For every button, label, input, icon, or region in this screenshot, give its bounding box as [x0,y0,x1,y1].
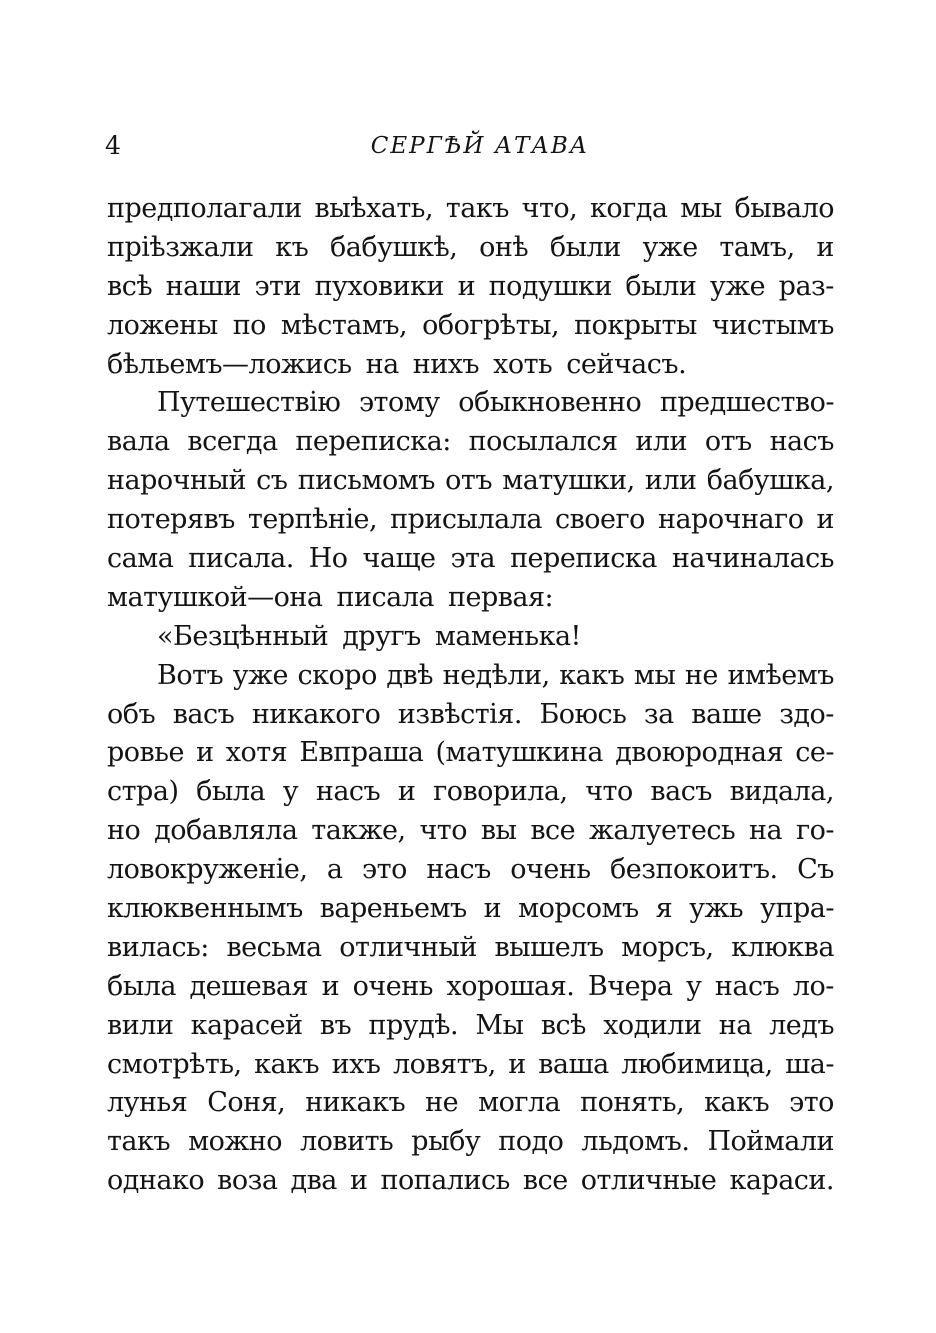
word: писала. [188,543,294,575]
word: была [196,776,266,808]
word: матушкой—она [107,581,323,613]
word: вили [107,1009,174,1041]
word: и [397,776,416,808]
text-line [107,851,834,890]
word: матушки, [502,465,635,497]
word: ло- [792,970,834,1002]
text-line [107,423,834,462]
word: покрыты [574,309,697,341]
word: подо [498,1126,564,1158]
word: стра) [107,776,179,808]
word: начиналась [671,543,834,575]
text-line [107,462,834,501]
word: (матушкина [435,737,604,769]
word: своего [554,504,645,536]
word: вышелъ [494,931,604,963]
word: какъ [254,1048,320,1080]
word: ваше [691,698,762,730]
word: съ [256,465,288,497]
word: се- [795,737,834,769]
word: Съ [797,854,834,886]
word: переписка [510,543,657,575]
word: упра- [760,893,834,925]
word: обыкновенно [458,387,642,419]
word: ходили [603,1009,702,1041]
word: недѣли, [442,659,550,691]
word: васъ [650,776,712,808]
word: извѣстія. [397,698,522,730]
word: два [290,1165,337,1197]
word: письмомъ [297,465,435,497]
word: имѣемъ [727,659,834,691]
word: «Безцѣнный [157,620,329,652]
word: и [196,737,214,769]
word: Боюсь [539,698,627,730]
word: на [749,815,783,847]
word: Путешествію [157,387,341,419]
word: вареньемъ [319,893,467,925]
text-line [107,1046,834,1085]
word: обогрѣты, [422,309,560,341]
word: у [685,970,702,1002]
word: ужь [689,893,744,925]
word: объ [107,698,156,730]
word: за [643,698,674,730]
word: пріѣзжали [107,231,254,263]
word: го- [795,815,834,847]
text-line [107,734,834,773]
word: и [816,504,834,536]
text-line [107,540,834,579]
word: вы [480,815,517,847]
word: караси. [729,1165,834,1197]
word: Вчера [587,970,673,1002]
word: двѣ [386,659,434,691]
word: была [107,970,176,1002]
word: насъ [315,776,381,808]
word: онѣ [479,231,529,263]
text-line [107,229,834,268]
word: что [585,776,633,808]
word: эти [254,270,301,302]
word: хорошая. [446,970,575,1002]
word: Но [308,543,348,575]
word: воза [217,1165,278,1197]
word: раз- [778,270,834,302]
word: нарочный [107,465,246,497]
word: васъ [172,698,235,730]
word: были [549,231,621,263]
word: здо- [779,698,834,730]
page-number: 4 [105,131,121,160]
word: лунья [107,1087,188,1119]
word: по [232,309,266,341]
word: предшество- [659,387,834,419]
word: вала [107,426,170,458]
word: все [522,1165,568,1197]
word: какъ [559,659,625,691]
text-line [107,812,834,851]
text-line [107,268,834,307]
word: бабушкѣ, [330,231,458,263]
word: и [508,1048,526,1080]
word: переписка: [295,426,451,458]
word: сама [107,543,174,575]
text-line [107,1084,834,1123]
text-line [107,1007,834,1046]
word: присылала [390,504,542,536]
text-line [107,890,834,929]
text-line [107,579,834,618]
word: клюквеннымъ [107,893,303,925]
word: ложены [107,309,218,341]
word: Мы [475,1009,524,1041]
page-header [105,128,835,168]
word: ледъ [769,1009,834,1041]
word: безпокоитъ. [610,854,778,886]
text-line [107,190,834,229]
word: сейчасъ. [566,348,687,380]
word: очень [352,970,433,1002]
word: смотрѣть, [107,1048,242,1080]
word: ровье [107,737,184,769]
word: весьма [226,931,322,963]
word: льдомъ. [581,1126,690,1158]
word: вилась: [107,931,209,963]
word: не [425,1087,459,1119]
text-line [107,773,834,812]
word: бѣльемъ—ложись [107,348,352,380]
word: Соня, [207,1087,286,1119]
word: ловить [300,1126,394,1158]
word: этому [358,387,440,419]
word: жалуетесь [588,815,736,847]
text-line [107,696,834,735]
word: или [635,426,688,458]
word: не [684,659,718,691]
word: какъ [704,1087,770,1119]
word: понять, [580,1087,685,1119]
word: и [816,231,834,263]
word: добавляла [154,815,298,847]
word: въ [319,1009,352,1041]
body-text [107,190,834,1201]
word: ловокруженіе, [107,854,308,886]
word: также, [311,815,406,847]
text-line [107,929,834,968]
text-line [107,618,834,657]
word: что, [521,193,578,224]
word: дешевая [189,970,309,1002]
word: видала, [729,776,834,808]
word: на [718,1009,752,1041]
word: чаще [362,543,436,575]
word: нихъ [412,348,480,380]
word: скоро [297,659,377,691]
word: уже [709,270,766,302]
text-line [107,346,834,385]
word: двоюродная [615,737,784,769]
text-line [107,384,834,423]
text-line [107,1123,834,1162]
word: морсомъ [518,893,639,925]
word: мѣстамъ, [280,309,408,341]
word: Поймали [707,1126,834,1158]
word: первая: [447,581,554,613]
word: бывало [734,193,834,224]
word: это [362,854,407,886]
word: на [365,348,399,380]
word: нарочнаго [657,504,804,536]
word: все [530,815,576,847]
word: бабушка, [706,465,834,497]
word: и [457,270,476,302]
word: однако [107,1165,205,1197]
word: и [321,970,340,1002]
word: это [789,1087,834,1119]
word: мы [680,193,722,224]
text-line [107,657,834,696]
word: наши [165,270,241,302]
word: насъ [769,426,834,458]
word: могла [478,1087,561,1119]
word: хотя [225,737,288,769]
word: и [483,893,502,925]
word: всегда [187,426,278,458]
word: или [644,465,697,497]
word: терпѣніе, [247,504,378,536]
word: попались [380,1165,510,1197]
word: насъ [714,970,780,1002]
text-line [107,968,834,1007]
text-line [107,1162,834,1201]
word: любимица, [621,1048,773,1080]
word: писала [336,581,434,613]
word: пуховики [314,270,444,302]
word: посылался [468,426,618,458]
word: такъ [445,193,509,224]
word: ваша [538,1048,609,1080]
word: морсъ, [621,931,714,963]
word: говорила, [433,776,568,808]
word: такъ [107,1126,171,1158]
word: Вотъ [157,659,224,691]
word: выѣхать, [314,193,434,224]
running-title: СЕРГѢЙ АТАВА [370,133,590,159]
word: но [107,815,141,847]
word: всѣ [107,270,153,302]
word: рыбу [411,1126,481,1158]
word: а [326,854,343,886]
word: были [625,270,697,302]
word: и [349,1165,368,1197]
word: карасей [190,1009,303,1041]
word: отличные [580,1165,717,1197]
word: отъ [704,426,752,458]
word: уже [232,659,288,691]
word: Евпраша [299,737,424,769]
word: потерявъ [107,504,235,536]
text-line [107,501,834,540]
word: что [419,815,467,847]
word: очень [510,854,591,886]
word: ловятъ, [392,1048,496,1080]
word: хоть [493,348,553,380]
word: маменька! [434,620,581,652]
word: никакого [251,698,381,730]
word: отъ [445,465,493,497]
word: эта [450,543,496,575]
word: мы [633,659,676,691]
word: у [282,776,299,808]
word: ша- [785,1048,834,1080]
word: прудѣ. [368,1009,459,1041]
word: никакъ [305,1087,406,1119]
word: отличный [339,931,477,963]
word: ихъ [331,1048,381,1080]
word: насъ [426,854,491,886]
word: подушки [488,270,612,302]
word: чистымъ [711,309,834,341]
word: предполагали [107,193,302,224]
text-line [107,307,834,346]
word: къ [275,231,309,263]
word: когда [590,193,668,224]
word: тамъ, [719,231,795,263]
word: можно [188,1126,282,1158]
word: клюква [731,931,834,963]
word: уже [642,231,698,263]
word: я [655,893,673,925]
word: всѣ [540,1009,586,1041]
word: другъ [342,620,421,652]
